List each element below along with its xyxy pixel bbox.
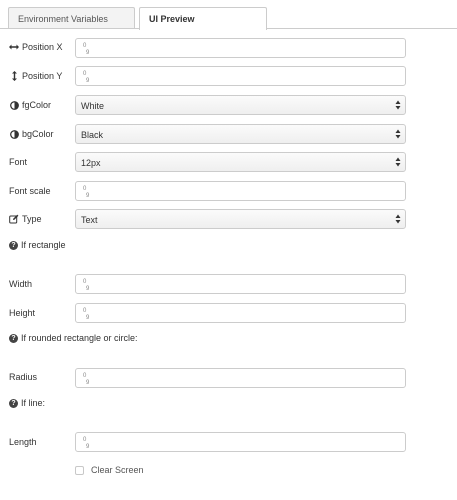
font-selected-value: 12px [81,158,101,168]
tab-ui-preview-label: UI Preview [149,14,195,24]
position-x-input[interactable] [75,38,406,58]
bgcolor-selected-value: Black [81,130,104,140]
number-input-icon: 0 9 [83,437,90,450]
type-label: Type [9,212,42,226]
fgcolor-label: fgColor [9,98,51,112]
question-circle-icon: ? [9,334,18,343]
number-input-icon: 0 9 [83,279,90,292]
contrast-icon [9,100,19,110]
question-circle-icon: ? [9,241,18,250]
position-y-label: Position Y [9,69,62,83]
bgcolor-label: bgColor [9,127,54,141]
type-select[interactable] [75,209,406,229]
select-arrows-icon [395,100,401,110]
number-input-icon: 0 9 [83,71,90,84]
number-input-icon: 0 9 [83,186,90,199]
select-arrows-icon [395,214,401,224]
clear-screen-checkbox[interactable] [75,466,84,475]
radius-label: Radius [9,372,38,382]
font-scale-label: Font scale [9,186,51,196]
note-if-rectangle: ? If rectangle [9,238,66,252]
fgcolor-select[interactable] [75,95,406,115]
number-input-icon: 0 9 [83,43,90,56]
tab-bar [0,0,457,29]
width-input[interactable] [75,274,406,294]
font-label: Font [9,157,28,167]
tab-environment-variables[interactable] [8,7,135,28]
type-selected-value: Text [81,215,98,225]
clear-screen-label[interactable]: Clear Screen [91,465,144,475]
arrows-horizontal-icon [9,42,19,52]
length-input[interactable] [75,432,406,452]
tab-environment-variables-label: Environment Variables [18,14,108,24]
select-arrows-icon [395,129,401,139]
tab-ui-preview[interactable] [139,7,267,30]
contrast-icon [9,129,19,139]
font-scale-input[interactable] [75,181,406,201]
width-label: Width [9,279,33,289]
question-circle-icon: ? [9,399,18,408]
clear-screen-row [75,463,144,477]
position-x-label: Position X [9,40,63,54]
number-input-icon: 0 9 [83,308,90,321]
fgcolor-selected-value: White [81,101,105,111]
height-label: Height [9,308,36,318]
note-if-rounded-rectangle-or-circle: ? If rounded rectangle or circle: [9,331,138,345]
position-y-input[interactable] [75,66,406,86]
number-input-icon: 0 9 [83,373,90,386]
radius-input[interactable] [75,368,406,388]
length-label: Length [9,437,37,447]
select-arrows-icon [395,157,401,167]
font-select[interactable] [75,152,406,172]
arrows-vertical-icon [9,71,19,81]
note-if-line: ? If line: [9,396,45,410]
height-input[interactable] [75,303,406,323]
edit-icon [9,214,19,224]
bgcolor-select[interactable] [75,124,406,144]
